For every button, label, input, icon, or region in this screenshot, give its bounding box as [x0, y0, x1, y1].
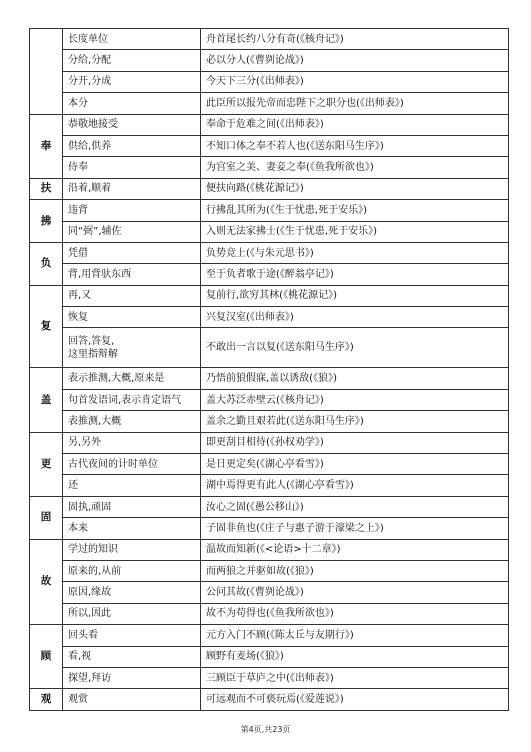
- meaning-cell: 恭敬地接受: [63, 114, 201, 135]
- table-row: [30, 71, 509, 92]
- meaning-cell: 观赏: [63, 689, 201, 710]
- table-row: [30, 368, 509, 389]
- meaning-cell: 沿着,顺着: [63, 178, 201, 199]
- example-cell: 行拂乱其所为(《生于忧患,死于安乐》): [201, 200, 509, 221]
- meaning-cell: 看,视: [63, 646, 201, 667]
- example-cell: 至于负者歌于途(《醉翁亭记》): [201, 264, 509, 285]
- example-cell: 此臣所以报先帝而忠陛下之职分也(《出师表》): [201, 93, 509, 114]
- table-row: [30, 432, 509, 453]
- table-row: [30, 582, 509, 603]
- example-cell: 乃悟前狼假寐,盖以诱敌(《狼》): [201, 368, 509, 389]
- table-row: [30, 307, 509, 328]
- meaning-cell: 分开,分成: [63, 71, 201, 92]
- table-row: [30, 328, 509, 368]
- head-character: 固: [30, 496, 63, 539]
- head-character: [30, 29, 63, 115]
- head-character: 更: [30, 432, 63, 496]
- example-cell: 湖中焉得更有此人(《湖心亭看雪》): [201, 475, 509, 496]
- table-row: [30, 667, 509, 688]
- meaning-cell: 侍奉: [63, 157, 201, 178]
- meaning-cell: 固执,顽固: [63, 496, 201, 517]
- table-row: [30, 93, 509, 114]
- meaning-cell: 再,又: [63, 285, 201, 306]
- example-cell: 复前行,欲穷其林(《桃花源记》): [201, 285, 509, 306]
- table-row: [30, 114, 509, 135]
- meaning-cell: 探望,拜访: [63, 667, 201, 688]
- meaning-cell: 回答,答复, 这里指辩解: [63, 328, 201, 368]
- table-row: [30, 50, 509, 71]
- table-row: [30, 264, 509, 285]
- example-cell: 三顾臣于草庐之中(《出师表》): [201, 667, 509, 688]
- table-row: [30, 560, 509, 581]
- head-character: 扶: [30, 178, 63, 199]
- meaning-cell: 表推测,大概: [63, 411, 201, 432]
- table-row: [30, 29, 509, 50]
- table-row: [30, 135, 509, 156]
- table-row: [30, 157, 509, 178]
- table-row: [30, 454, 509, 475]
- meaning-cell: 长度单位: [63, 29, 201, 50]
- meaning-cell: 另,另外: [63, 432, 201, 453]
- table-row: [30, 646, 509, 667]
- example-cell: 便扶向路(《桃花源记》): [201, 178, 509, 199]
- example-cell: 汝心之固(《愚公移山》): [201, 496, 509, 517]
- meaning-cell: 原来的,从前: [63, 560, 201, 581]
- example-cell: 是日更定矣(《湖心亭看雪》): [201, 454, 509, 475]
- example-cell: 今天下三分(《出师表》): [201, 71, 509, 92]
- meaning-cell: 表示推测,大概,原来是: [63, 368, 201, 389]
- example-cell: 奉命于危难之间(《出师表》): [201, 114, 509, 135]
- meaning-cell: 句首发语词,表示肯定语气: [63, 389, 201, 410]
- example-cell: 兴复汉室(《出师表》): [201, 307, 509, 328]
- meaning-cell: 还: [63, 475, 201, 496]
- table-row: [30, 625, 509, 646]
- vocabulary-table: [29, 28, 509, 711]
- example-cell: 顾野有麦场(《狼》): [201, 646, 509, 667]
- meaning-cell: 本分: [63, 93, 201, 114]
- head-character: 负: [30, 242, 63, 285]
- head-character: 顾: [30, 625, 63, 689]
- example-cell: 必以分人(《曹刿论战》): [201, 50, 509, 71]
- table-row: [30, 518, 509, 539]
- table-row: [30, 475, 509, 496]
- meaning-cell: 回头看: [63, 625, 201, 646]
- head-character: 拂: [30, 200, 63, 243]
- meaning-cell: 原因,缘故: [63, 582, 201, 603]
- table-row: [30, 389, 509, 410]
- meaning-cell: 背,用背驮东西: [63, 264, 201, 285]
- head-character: 复: [30, 285, 63, 368]
- example-cell: 即更刮目相待(《孙权劝学》): [201, 432, 509, 453]
- example-cell: 元方入门不顾(《陈太丘与友期行》): [201, 625, 509, 646]
- example-cell: 故不为苟得也(《鱼我所欲也》): [201, 603, 509, 624]
- example-cell: 不知口体之奉不若人也(《送东阳马生序》): [201, 135, 509, 156]
- example-cell: 舟首尾长约八分有奇(《核舟记》): [201, 29, 509, 50]
- table-row: [30, 689, 509, 710]
- page-footer: 第4页,共23页: [240, 725, 291, 734]
- head-character: 故: [30, 539, 63, 625]
- table-row: [30, 221, 509, 242]
- example-cell: 可远观而不可亵玩焉(《爱莲说》): [201, 689, 509, 710]
- example-cell: 盖余之勤且艰若此(《送东阳马生序》): [201, 411, 509, 432]
- example-cell: 温故而知新(《<论语>十二章》): [201, 539, 509, 560]
- table-row: [30, 496, 509, 517]
- meaning-cell: 恢复: [63, 307, 201, 328]
- meaning-cell: 同“弼”,辅佐: [63, 221, 201, 242]
- meaning-cell: 所以,因此: [63, 603, 201, 624]
- example-cell: 为宫室之美、妻妾之奉(《鱼我所欲也》): [201, 157, 509, 178]
- head-character: 观: [30, 689, 63, 710]
- table-row: [30, 178, 509, 199]
- meaning-cell: 分给,分配: [63, 50, 201, 71]
- meaning-cell: 供给,供养: [63, 135, 201, 156]
- example-cell: 不敢出一言以复(《送东阳马生序》): [201, 328, 509, 368]
- example-cell: 而两狼之并驱如故(《狼》): [201, 560, 509, 581]
- meaning-cell: 凭借: [63, 242, 201, 263]
- vocabulary-table-body: [30, 29, 509, 711]
- table-row: [30, 242, 509, 263]
- head-character: 奉: [30, 114, 63, 178]
- meaning-cell: 违背: [63, 200, 201, 221]
- example-cell: 盖大苏泛赤壁云(《核舟记》): [201, 389, 509, 410]
- example-cell: 公问其故(《曹刿论战》): [201, 582, 509, 603]
- example-cell: 子固非鱼也(《庄子与惠子游于濠梁之上》): [201, 518, 509, 539]
- meaning-cell: 学过的知识: [63, 539, 201, 560]
- table-row: [30, 539, 509, 560]
- example-cell: 负势竞上(《与朱元思书》): [201, 242, 509, 263]
- table-row: [30, 603, 509, 624]
- example-cell: 入则无法家拂士(《生于忧患,死于安乐》): [201, 221, 509, 242]
- meaning-cell: 本来: [63, 518, 201, 539]
- head-character: 盖: [30, 368, 63, 432]
- table-row: [30, 200, 509, 221]
- meaning-cell: 古代夜间的计时单位: [63, 454, 201, 475]
- table-row: [30, 285, 509, 306]
- table-row: [30, 411, 509, 432]
